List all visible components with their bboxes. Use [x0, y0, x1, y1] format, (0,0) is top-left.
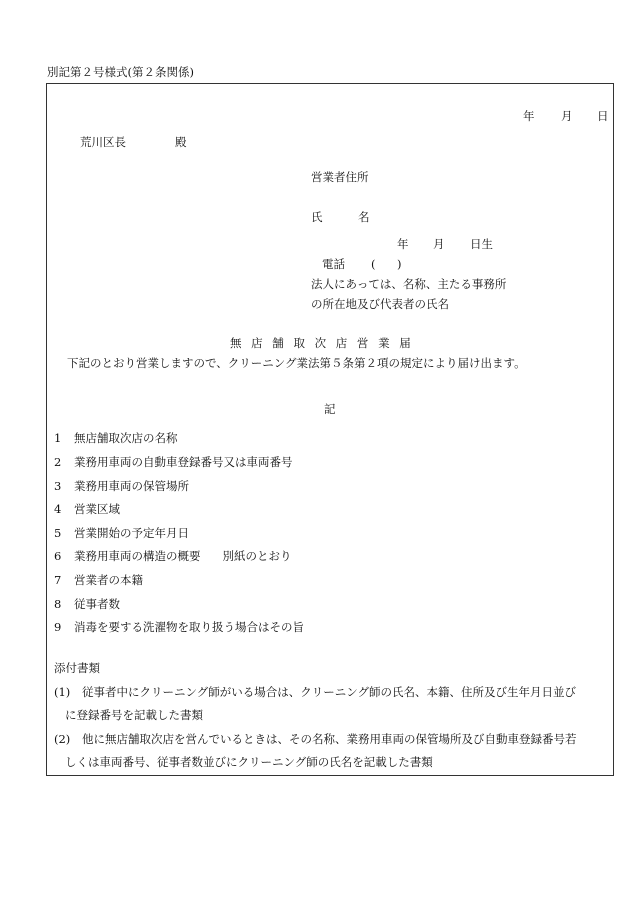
addressee-name: 荒川区長: [80, 135, 126, 149]
attachment-line: しくは車両番号、従事者数並びにクリーニング師の氏名を記載した書類: [65, 755, 433, 769]
item-number: 9: [54, 620, 62, 634]
item-text: 従事者数: [74, 597, 120, 611]
item-text: 業務用車両の構造の概要: [74, 549, 201, 563]
phone-paren-close: ): [397, 257, 402, 271]
birth-month-label: 月: [433, 237, 445, 251]
item-number: 4: [54, 502, 62, 516]
list-item: [54, 433, 178, 445]
item-note: 別紙のとおり: [222, 549, 292, 563]
item-text: 営業開始の予定年月日: [74, 526, 189, 540]
attachments-heading: 添付書類: [54, 661, 100, 675]
corporate-note-line-2: の所在地及び代表者の氏名: [311, 297, 449, 311]
applicant-name-label-2: 名: [358, 210, 370, 224]
phone-paren-open: (: [371, 257, 376, 271]
date-year-label: 年: [523, 109, 535, 123]
item-text: 業務用車両の自動車登録番号又は車両番号: [74, 455, 293, 469]
attachment-line: 他に無店舗取次店を営んでいるときは、その名称、業務用車両の保管場所及び自動車登録番号若: [82, 732, 577, 746]
item-number: 6: [54, 549, 62, 563]
ki-label: 記: [324, 402, 336, 416]
intro-text: 下記のとおり営業しますので、クリーニング業法第５条第２項の規定により届け出ます。: [67, 356, 526, 370]
attachment-number: (2): [54, 732, 71, 746]
document-title: 無 店 舗 取 次 店 営 業 届: [230, 336, 414, 350]
item-text: 営業区域: [74, 502, 120, 516]
form-box: [46, 83, 614, 776]
attachment-number: (1): [54, 685, 71, 699]
item-number: 2: [54, 455, 62, 469]
item-number: 1: [54, 431, 62, 445]
list-item: [54, 457, 293, 469]
item-number: 5: [54, 526, 62, 540]
item-text: 無店舗取次店の名称: [74, 431, 178, 445]
item-text: 営業者の本籍: [74, 573, 143, 587]
item-number: 7: [54, 573, 62, 587]
attachment-line: 従事者中にクリーニング師がいる場合は、クリーニング師の氏名、本籍、住所及び生年月日並び: [82, 685, 577, 699]
phone-label: 電話: [322, 257, 345, 271]
list-item: [54, 551, 292, 563]
item-number: 3: [54, 479, 62, 493]
list-item: [54, 622, 304, 634]
applicant-name-label-1: 氏: [311, 210, 323, 224]
date-month-label: 月: [561, 109, 573, 123]
birth-year-label: 年: [397, 237, 409, 251]
list-item: [54, 599, 120, 611]
item-number: 8: [54, 597, 62, 611]
attachment-line: に登録番号を記載した書類: [65, 708, 203, 722]
item-text: 消毒を要する洗濯物を取り扱う場合はその旨: [74, 620, 304, 634]
date-day-label: 日: [597, 109, 609, 123]
applicant-address-label: 営業者住所: [311, 170, 369, 184]
form-label: 別記第２号様式(第２条関係): [47, 65, 194, 79]
corporate-note-line-1: 法人にあっては、名称、主たる事務所: [311, 277, 507, 291]
birth-day-label: 日生: [470, 237, 493, 251]
list-item: [54, 528, 189, 540]
list-item: [54, 481, 189, 493]
list-item: [54, 575, 143, 587]
addressee-honorific: 殿: [175, 135, 187, 149]
item-text: 業務用車両の保管場所: [74, 479, 189, 493]
list-item: [54, 504, 120, 516]
